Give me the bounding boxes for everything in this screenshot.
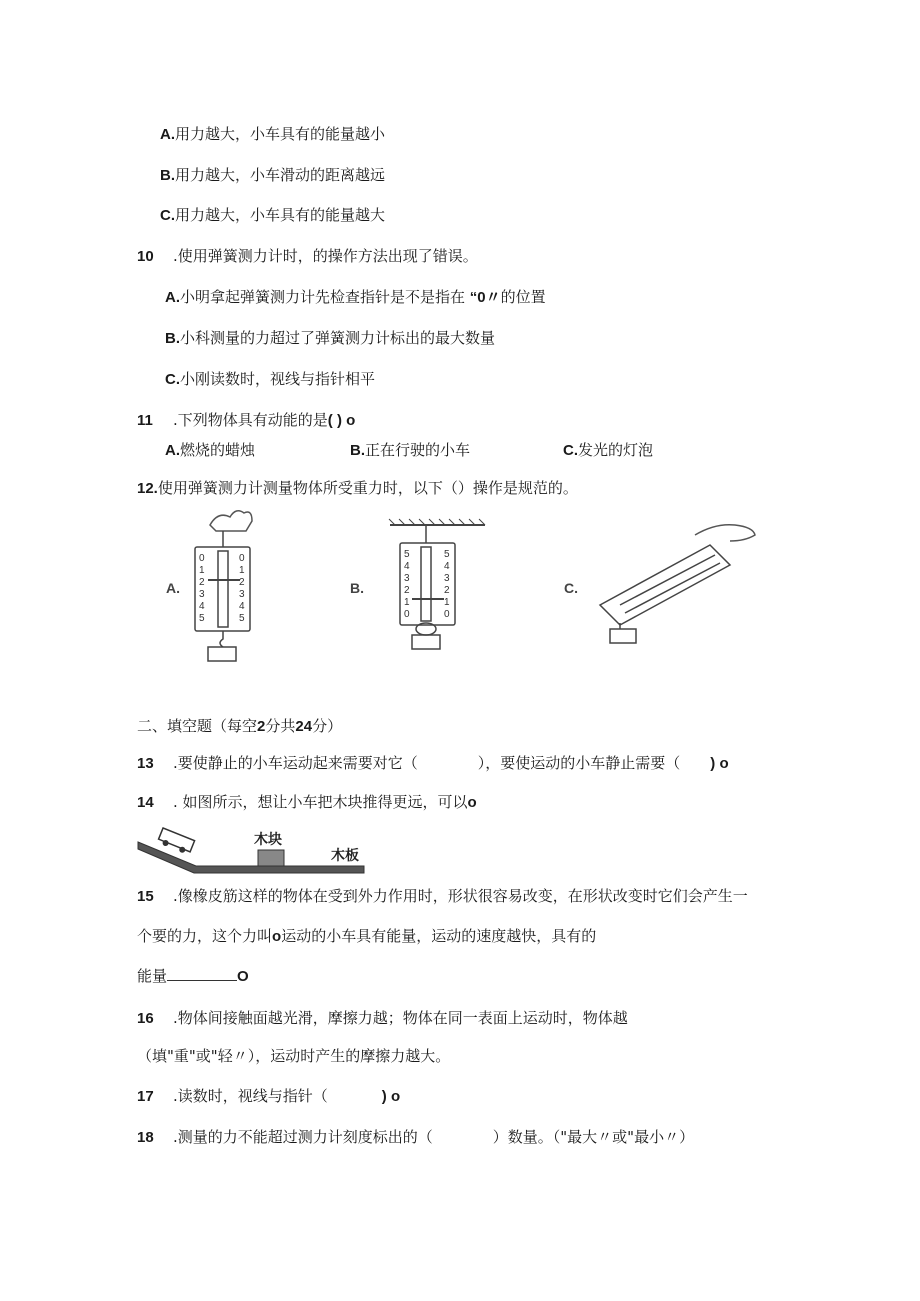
q15-blank — [167, 966, 237, 981]
wood-board-label: 木板 — [331, 847, 359, 863]
scale-a-mark-3: 3 — [199, 589, 205, 600]
q15-line-3: 能量 O — [137, 967, 249, 985]
scale-b-mark-1r: 1 — [444, 597, 450, 608]
q10-option-a: A.小明拿起弹簧测力计先检查指针是不是指在 “0〃的位置 — [165, 288, 546, 306]
scale-b-mark-5r: 5 — [444, 549, 450, 560]
q11-option-a: A.燃烧的蜡烛 — [165, 441, 256, 459]
scale-b-mark-0r: 0 — [444, 609, 450, 620]
figure-label-b: B. — [350, 580, 364, 596]
q15-line-1: 15 .像橡皮筋这样的物体在受到外力作用时，形状很容易改变，在形状改变时它们会产生一 — [137, 887, 748, 905]
scale-a-mark-1: 1 — [199, 565, 205, 576]
q16-line-1: 16 .物体间接触面越光滑，摩擦力越；物体在同一表面上运动时，物体越 — [137, 1009, 628, 1027]
spring-scale-figure — [150, 505, 760, 665]
q10-option-c: C.小刚读数时，视线与指针相平 — [165, 370, 376, 388]
q10-stem: 10 .使用弹簧测力计时，的操作方法出现了错误。 — [137, 247, 478, 265]
scale-b-mark-2: 2 — [404, 585, 410, 596]
q10-option-b: B.小科测量的力超过了弹簧测力计标出的最大数量 — [165, 329, 496, 347]
scale-a-mark-1r: 1 — [239, 565, 245, 576]
q16-line-2: （填"重"或"轻〃），运动时产生的摩擦力越大。 — [137, 1047, 451, 1065]
q12-stem: 12.使用弹簧测力计测量物体所受重力时，以下（）操作是规范的。 — [137, 479, 578, 497]
q9-option-b: B.用力越大，小车滑动的距离越远 — [160, 166, 386, 184]
q11-stem: 11 .下列物体具有动能的是( ) o — [137, 411, 356, 429]
scale-b-mark-4: 4 — [404, 561, 410, 572]
wood-block-label: 木块 — [254, 831, 282, 847]
q11-option-b: B.正在行驶的小车 — [350, 441, 471, 459]
scale-b-mark-1: 1 — [404, 597, 410, 608]
q9-option-a: A.用力越大，小车具有的能量越小 — [160, 125, 386, 143]
figure-label-a: A. — [166, 580, 180, 596]
scale-b-mark-2r: 2 — [444, 585, 450, 596]
scale-b-mark-5: 5 — [404, 549, 410, 560]
cart — [159, 828, 195, 852]
cart-ramp-figure — [136, 826, 376, 882]
q13: 13 .要使静止的小车运动起来需要对它（ ），要使运动的小车静止需要（ ) o — [137, 754, 729, 772]
scale-a-mark-0: 0 — [199, 553, 205, 564]
wood-block — [258, 850, 284, 866]
scale-a-mark-2r: 2 — [239, 577, 245, 588]
scale-b-mark-0: 0 — [404, 609, 410, 620]
figure-label-c: C. — [564, 580, 578, 596]
scale-b — [389, 519, 485, 649]
q18: 18 .测量的力不能超过测力计刻度标出的（ ）数量。（"最大〃或"最小〃） — [137, 1128, 695, 1146]
q11-option-c: C.发光的灯泡 — [563, 441, 654, 459]
scale-b-mark-3: 3 — [404, 573, 410, 584]
scale-a-mark-5r: 5 — [239, 613, 245, 624]
scale-a-mark-4: 4 — [199, 601, 205, 612]
scale-a-mark-2: 2 — [199, 577, 205, 588]
scale-b-mark-3r: 3 — [444, 573, 450, 584]
q15-line-2: 个要的力，这个力叫o运动的小车具有能量，运动的速度越快，具有的 — [137, 927, 597, 945]
scale-a-mark-0r: 0 — [239, 553, 245, 564]
scale-b-mark-4r: 4 — [444, 561, 450, 572]
scale-c — [600, 525, 755, 643]
q9-option-c: C.用力越大，小车具有的能量越大 — [160, 206, 386, 224]
scale-a-mark-3r: 3 — [239, 589, 245, 600]
scale-a-mark-5: 5 — [199, 613, 205, 624]
q14: 14 . 如图所示，想让小车把木块推得更远，可以o — [137, 793, 477, 811]
scale-a-mark-4r: 4 — [239, 601, 245, 612]
section-2-heading: 二、填空题（每空2分共24分） — [137, 717, 343, 735]
q17: 17 .读数时，视线与指针（ ) o — [137, 1087, 401, 1105]
